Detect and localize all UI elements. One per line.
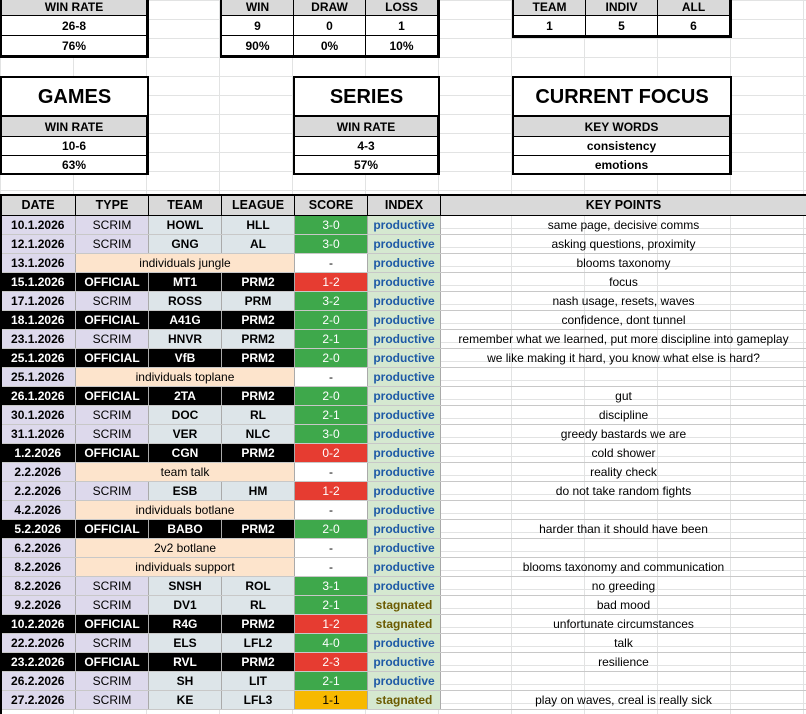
row-league[interactable]: RL	[222, 595, 295, 614]
table-row	[1, 595, 806, 614]
row-key-points[interactable]: no greeding	[441, 576, 806, 595]
row-key-points[interactable]: unfortunate circumstances	[441, 614, 806, 633]
row-type[interactable]: OFFICIAL	[76, 652, 149, 671]
row-score[interactable]: 1-2	[295, 481, 368, 500]
row-index[interactable]: stagnated	[368, 614, 441, 633]
match-log-table	[0, 194, 806, 710]
row-index[interactable]: productive	[368, 652, 441, 671]
row-team[interactable]: SNSH	[149, 576, 222, 595]
row-league[interactable]: PRM2	[222, 348, 295, 367]
series-box	[293, 115, 440, 175]
row-index[interactable]: productive	[368, 481, 441, 500]
series-pct[interactable]: 57%	[295, 156, 438, 175]
row-index[interactable]: productive	[368, 576, 441, 595]
row-date[interactable]: 31.1.2026	[1, 424, 76, 443]
row-key-points[interactable]: asking questions, proximity	[441, 234, 806, 253]
row-activity[interactable]: individuals toplane	[76, 367, 295, 386]
row-key-points[interactable]: discipline	[441, 405, 806, 424]
row-team[interactable]: DOC	[149, 405, 222, 424]
table-row	[1, 329, 806, 348]
row-key-points[interactable]	[441, 500, 806, 519]
row-type[interactable]: OFFICIAL	[76, 348, 149, 367]
row-key-points[interactable]: we like making it hard, you know what else is hard?	[441, 348, 806, 367]
table-row	[1, 538, 806, 557]
row-league[interactable]: PRM2	[222, 310, 295, 329]
row-activity[interactable]: team talk	[76, 462, 295, 481]
row-score[interactable]: -	[295, 462, 368, 481]
row-score[interactable]: 3-0	[295, 215, 368, 234]
row-team[interactable]: ROSS	[149, 291, 222, 310]
row-key-points[interactable]: harder than it should have been	[441, 519, 806, 538]
row-activity[interactable]: 2v2 botlane	[76, 538, 295, 557]
row-date[interactable]: 23.1.2026	[1, 329, 76, 348]
row-type[interactable]: SCRIM	[76, 405, 149, 424]
games-pct[interactable]: 63%	[2, 156, 147, 175]
table-row	[1, 405, 806, 424]
winrate-pct[interactable]: 76%	[2, 36, 147, 56]
table-header-row	[1, 195, 806, 215]
row-key-points[interactable]: blooms taxonomy and communication	[441, 557, 806, 576]
table-row	[1, 291, 806, 310]
row-league[interactable]: HLL	[222, 215, 295, 234]
col-index[interactable]: INDEX	[368, 195, 441, 215]
row-date[interactable]: 1.2.2026	[1, 443, 76, 462]
row-key-points[interactable]: blooms taxonomy	[441, 253, 806, 272]
row-index[interactable]: productive	[368, 424, 441, 443]
row-date[interactable]: 13.1.2026	[1, 253, 76, 272]
row-score[interactable]: -	[295, 367, 368, 386]
row-index[interactable]: productive	[368, 215, 441, 234]
row-date[interactable]: 10.2.2026	[1, 614, 76, 633]
row-team[interactable]: CGN	[149, 443, 222, 462]
winrate-header: WIN RATE	[2, 0, 147, 16]
row-league[interactable]: ROL	[222, 576, 295, 595]
row-score[interactable]: 2-0	[295, 519, 368, 538]
row-league[interactable]: PRM2	[222, 386, 295, 405]
table-row	[1, 424, 806, 443]
row-date[interactable]: 27.2.2026	[1, 690, 76, 709]
row-index[interactable]: productive	[368, 310, 441, 329]
row-index[interactable]: productive	[368, 405, 441, 424]
row-date[interactable]: 30.1.2026	[1, 405, 76, 424]
row-index[interactable]: productive	[368, 557, 441, 576]
row-score[interactable]: 2-0	[295, 348, 368, 367]
row-date[interactable]: 26.1.2026	[1, 386, 76, 405]
all-header: ALL	[658, 0, 730, 16]
row-key-points[interactable]	[441, 538, 806, 557]
draw-pct[interactable]: 0%	[294, 36, 366, 56]
row-score[interactable]: 3-1	[295, 576, 368, 595]
draw-count[interactable]: 0	[294, 16, 366, 36]
row-league[interactable]: RL	[222, 405, 295, 424]
row-date[interactable]: 25.1.2026	[1, 367, 76, 386]
row-type[interactable]: SCRIM	[76, 291, 149, 310]
series-winrate-header: WIN RATE	[295, 117, 438, 137]
table-row	[1, 690, 806, 709]
row-team[interactable]: ESB	[149, 481, 222, 500]
row-league[interactable]: LFL2	[222, 633, 295, 652]
focus-keywords-header: KEY WORDS	[514, 117, 730, 137]
row-date[interactable]: 12.1.2026	[1, 234, 76, 253]
row-score[interactable]: 4-0	[295, 633, 368, 652]
row-team[interactable]: 2TA	[149, 386, 222, 405]
row-index[interactable]: productive	[368, 500, 441, 519]
row-type[interactable]: SCRIM	[76, 576, 149, 595]
team-count[interactable]: 1	[514, 16, 586, 36]
row-date[interactable]: 9.2.2026	[1, 595, 76, 614]
row-league[interactable]: PRM2	[222, 652, 295, 671]
row-team[interactable]: MT1	[149, 272, 222, 291]
row-score[interactable]: 1-1	[295, 690, 368, 709]
row-type[interactable]: SCRIM	[76, 234, 149, 253]
row-league[interactable]: LIT	[222, 671, 295, 690]
session-count-box	[512, 0, 732, 38]
table-row	[1, 500, 806, 519]
row-index[interactable]: productive	[368, 519, 441, 538]
loss-header: LOSS	[366, 0, 438, 16]
wdl-box	[220, 0, 440, 58]
focus-box	[512, 115, 732, 175]
row-team[interactable]: HOWL	[149, 215, 222, 234]
table-row	[1, 215, 806, 234]
row-key-points[interactable]	[441, 671, 806, 690]
table-row	[1, 310, 806, 329]
win-header: WIN	[222, 0, 294, 16]
row-league[interactable]: PRM2	[222, 272, 295, 291]
games-winrate-header: WIN RATE	[2, 117, 147, 137]
games-title: GAMES	[0, 76, 149, 116]
row-index[interactable]: productive	[368, 386, 441, 405]
row-date[interactable]: 5.2.2026	[1, 519, 76, 538]
row-type[interactable]: OFFICIAL	[76, 519, 149, 538]
table-row	[1, 234, 806, 253]
table-body	[1, 215, 806, 709]
row-key-points[interactable]: gut	[441, 386, 806, 405]
row-type[interactable]: OFFICIAL	[76, 614, 149, 633]
col-type[interactable]: TYPE	[76, 195, 149, 215]
row-score[interactable]: 2-1	[295, 405, 368, 424]
row-key-points[interactable]: nash usage, resets, waves	[441, 291, 806, 310]
col-date[interactable]: DATE	[1, 195, 76, 215]
row-date[interactable]: 8.2.2026	[1, 576, 76, 595]
row-date[interactable]: 15.1.2026	[1, 272, 76, 291]
row-score[interactable]: 3-2	[295, 291, 368, 310]
row-team[interactable]: VfB	[149, 348, 222, 367]
table-row	[1, 652, 806, 671]
row-team[interactable]: BABO	[149, 519, 222, 538]
row-score[interactable]: 0-2	[295, 443, 368, 462]
col-key-points[interactable]: KEY POINTS	[441, 195, 806, 215]
row-date[interactable]: 4.2.2026	[1, 500, 76, 519]
row-score[interactable]: 3-0	[295, 234, 368, 253]
row-index[interactable]: productive	[368, 329, 441, 348]
row-type[interactable]: SCRIM	[76, 633, 149, 652]
row-index[interactable]: productive	[368, 272, 441, 291]
row-league[interactable]: NLC	[222, 424, 295, 443]
row-activity[interactable]: individuals support	[76, 557, 295, 576]
row-team[interactable]: R4G	[149, 614, 222, 633]
row-activity[interactable]: individuals botlane	[76, 500, 295, 519]
row-type[interactable]: SCRIM	[76, 481, 149, 500]
table-row	[1, 519, 806, 538]
row-key-points[interactable]: cold shower	[441, 443, 806, 462]
row-team[interactable]: DV1	[149, 595, 222, 614]
row-score[interactable]: -	[295, 500, 368, 519]
win-pct[interactable]: 90%	[222, 36, 294, 56]
row-type[interactable]: OFFICIAL	[76, 272, 149, 291]
row-type[interactable]: SCRIM	[76, 215, 149, 234]
row-type[interactable]: OFFICIAL	[76, 310, 149, 329]
row-activity[interactable]: individuals jungle	[76, 253, 295, 272]
row-score[interactable]: 1-2	[295, 272, 368, 291]
row-index[interactable]: productive	[368, 633, 441, 652]
row-index[interactable]: productive	[368, 367, 441, 386]
row-date[interactable]: 22.2.2026	[1, 633, 76, 652]
row-type[interactable]: SCRIM	[76, 671, 149, 690]
draw-header: DRAW	[294, 0, 366, 16]
row-key-points[interactable]: talk	[441, 633, 806, 652]
overall-winrate-box	[0, 0, 149, 58]
row-score[interactable]: 2-0	[295, 310, 368, 329]
table-row	[1, 386, 806, 405]
row-score[interactable]: 2-1	[295, 671, 368, 690]
row-key-points[interactable]: confidence, dont tunnel	[441, 310, 806, 329]
table-row	[1, 671, 806, 690]
table-row	[1, 443, 806, 462]
row-score[interactable]: 2-0	[295, 386, 368, 405]
table-row	[1, 348, 806, 367]
row-team[interactable]: A41G	[149, 310, 222, 329]
table-row	[1, 481, 806, 500]
col-league[interactable]: LEAGUE	[222, 195, 295, 215]
row-key-points[interactable]: reality check	[441, 462, 806, 481]
row-team[interactable]: RVL	[149, 652, 222, 671]
row-type[interactable]: OFFICIAL	[76, 443, 149, 462]
row-score[interactable]: 2-1	[295, 595, 368, 614]
all-count[interactable]: 6	[658, 16, 730, 36]
loss-count[interactable]: 1	[366, 16, 438, 36]
loss-pct[interactable]: 10%	[366, 36, 438, 56]
row-league[interactable]: HM	[222, 481, 295, 500]
row-score[interactable]: -	[295, 557, 368, 576]
focus-word-2[interactable]: emotions	[514, 156, 730, 175]
row-league[interactable]: AL	[222, 234, 295, 253]
row-key-points[interactable]: play on waves, creal is really sick	[441, 690, 806, 709]
row-date[interactable]: 17.1.2026	[1, 291, 76, 310]
row-index[interactable]: productive	[368, 253, 441, 272]
row-date[interactable]: 26.2.2026	[1, 671, 76, 690]
row-team[interactable]: GNG	[149, 234, 222, 253]
row-date[interactable]: 10.1.2026	[1, 215, 76, 234]
row-type[interactable]: SCRIM	[76, 595, 149, 614]
row-index[interactable]: productive	[368, 234, 441, 253]
series-title: SERIES	[293, 76, 440, 116]
row-date[interactable]: 2.2.2026	[1, 481, 76, 500]
focus-title: CURRENT FOCUS	[512, 76, 732, 116]
table-row	[1, 557, 806, 576]
row-team[interactable]: SH	[149, 671, 222, 690]
series-record[interactable]: 4-3	[295, 137, 438, 156]
games-record[interactable]: 10-6	[2, 137, 147, 156]
row-type[interactable]: SCRIM	[76, 329, 149, 348]
row-team[interactable]: HNVR	[149, 329, 222, 348]
row-type[interactable]: SCRIM	[76, 424, 149, 443]
row-index[interactable]: productive	[368, 291, 441, 310]
row-type[interactable]: SCRIM	[76, 690, 149, 709]
table-row	[1, 576, 806, 595]
indiv-header: INDIV	[586, 0, 658, 16]
row-key-points[interactable]: resilience	[441, 652, 806, 671]
row-team[interactable]: ELS	[149, 633, 222, 652]
row-league[interactable]: PRM2	[222, 329, 295, 348]
row-key-points[interactable]: focus	[441, 272, 806, 291]
row-index[interactable]: productive	[368, 671, 441, 690]
row-score[interactable]: 3-0	[295, 424, 368, 443]
row-key-points[interactable]: do not take random fights	[441, 481, 806, 500]
row-league[interactable]: PRM2	[222, 443, 295, 462]
row-key-points[interactable]: greedy bastards we are	[441, 424, 806, 443]
row-key-points[interactable]	[441, 367, 806, 386]
row-date[interactable]: 6.2.2026	[1, 538, 76, 557]
row-date[interactable]: 8.2.2026	[1, 557, 76, 576]
table-row	[1, 614, 806, 633]
table-row	[1, 253, 806, 272]
indiv-count[interactable]: 5	[586, 16, 658, 36]
row-score[interactable]: -	[295, 538, 368, 557]
row-league[interactable]: PRM2	[222, 614, 295, 633]
row-date[interactable]: 23.2.2026	[1, 652, 76, 671]
focus-word-1[interactable]: consistency	[514, 137, 730, 156]
row-score[interactable]: -	[295, 253, 368, 272]
row-score[interactable]: 2-3	[295, 652, 368, 671]
row-index[interactable]: productive	[368, 348, 441, 367]
row-date[interactable]: 18.1.2026	[1, 310, 76, 329]
col-team[interactable]: TEAM	[149, 195, 222, 215]
table-row	[1, 462, 806, 481]
table-row	[1, 272, 806, 291]
row-score[interactable]: 2-1	[295, 329, 368, 348]
row-index[interactable]: productive	[368, 443, 441, 462]
row-key-points[interactable]: bad mood	[441, 595, 806, 614]
row-key-points[interactable]: remember what we learned, put more discipline into gameplay	[441, 329, 806, 348]
row-score[interactable]: 1-2	[295, 614, 368, 633]
row-index[interactable]: stagnated	[368, 690, 441, 709]
row-team[interactable]: KE	[149, 690, 222, 709]
row-type[interactable]: OFFICIAL	[76, 386, 149, 405]
winrate-record[interactable]: 26-8	[2, 16, 147, 36]
table-row	[1, 367, 806, 386]
row-team[interactable]: VER	[149, 424, 222, 443]
row-index[interactable]: productive	[368, 538, 441, 557]
row-key-points[interactable]: same page, decisive comms	[441, 215, 806, 234]
col-score[interactable]: SCORE	[295, 195, 368, 215]
row-date[interactable]: 25.1.2026	[1, 348, 76, 367]
row-league[interactable]: LFL3	[222, 690, 295, 709]
row-index[interactable]: stagnated	[368, 595, 441, 614]
games-box	[0, 115, 149, 175]
team-header: TEAM	[514, 0, 586, 16]
win-count[interactable]: 9	[222, 16, 294, 36]
table-row	[1, 633, 806, 652]
row-date[interactable]: 2.2.2026	[1, 462, 76, 481]
row-index[interactable]: productive	[368, 462, 441, 481]
row-league[interactable]: PRM	[222, 291, 295, 310]
row-league[interactable]: PRM2	[222, 519, 295, 538]
